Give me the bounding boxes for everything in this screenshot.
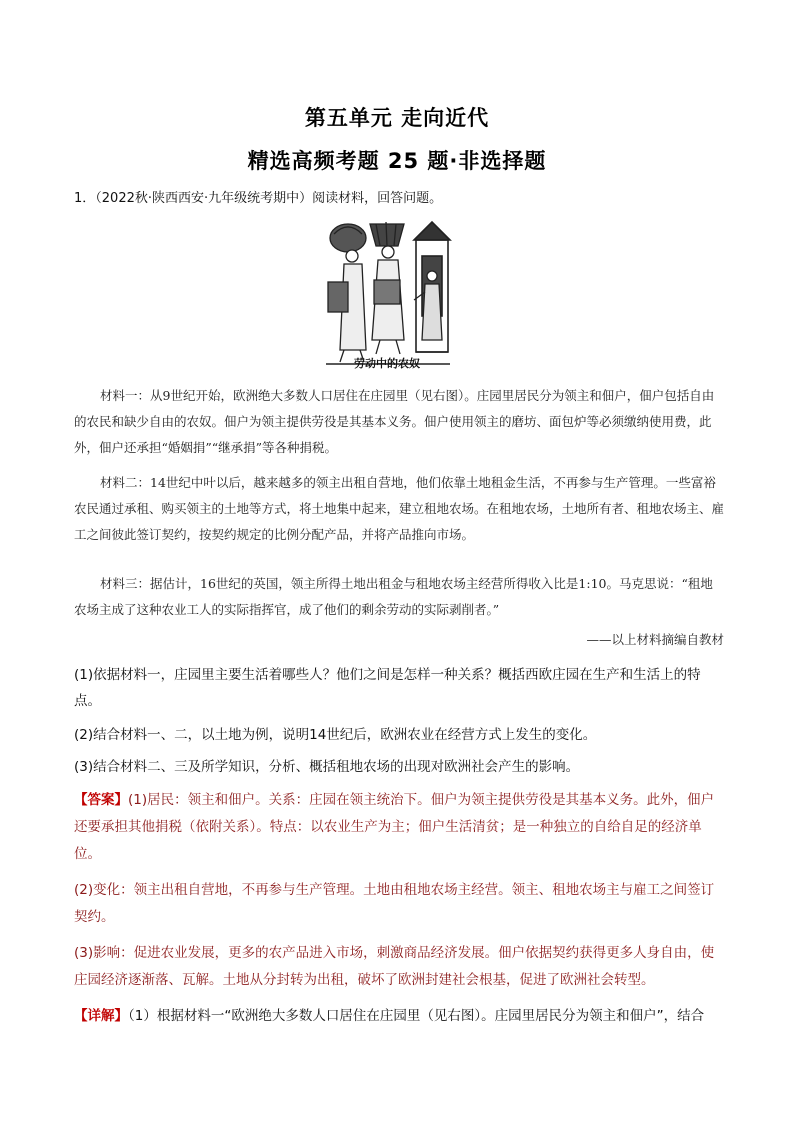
unit-title: 第五单元 走向近代 <box>304 106 490 130</box>
detail-text: （1）根据材料一“欧洲绝大多数人口居住在庄园里（见右图）。庄园里居民分为领主和佃户”，结合 <box>128 1008 705 1024</box>
answer-1-text: (1)居民：领主和佃户。关系：庄园在领主统治下。佃户为领主提供劳役是其基本义务。此外，佃户还要承担其他捐税（依附关系）。特点：以农业生产为主；佃户生活清贫；是一种独立的自给自足的经济单位。 <box>74 792 715 862</box>
question-header <box>74 187 442 206</box>
material-two: 材料二：14世纪中叶以后，越来越多的领主出租自营地，他们依靠土地租金生活，不再参与生产管理。一些富裕农民通过承租、购买领主的土地等方式，将土地集中起来，建立租地农场。在租地农场，土地所有者、租地农场主、雇工之间彼此签订契约，按契约规定的比例分配产品，并将产品推向市场。 <box>74 475 725 542</box>
sub-question-3: (3)结合材料二、三及所学知识，分析、概括租地农场的出现对欧洲社会产生的影响。 <box>74 759 580 775</box>
material-three: 材料三：据估计，16世纪的英国，领主所得土地出租金与租地农场主经营所得收入比是1:10。马克思说：“租地农场主成了这种农业工人的实际指挥官，成了他们的剩余劳动的实际剥削者。” <box>74 576 713 617</box>
answer-tag: 【答案】 <box>74 792 128 808</box>
answer-2: (2)变化：领主出租自营地，不再参与生产管理。土地由租地农场主经营。领主、租地农场主与雇工之间签订契约。 <box>74 882 715 925</box>
answer-3: (3)影响：促进农业发展，更多的农产品进入市场，刺激商品经济发展。佃户依据契约获得更多人身自由，使庄园经济逐渐落、瓦解。土地从分封转为出租，破坏了欧洲封建社会根基，促进了欧洲社会转型。 <box>74 945 715 988</box>
material-source: ——以上材料摘编自教材 <box>586 632 724 647</box>
serf-middle-figure <box>370 222 404 354</box>
material-one: 材料一：从9世纪开始，欧洲绝大多数人口居住在庄园里（见右图）。庄园里居民分为领主和佃户，佃户包括自由的农民和缺少自由的农奴。佃户为领主提供劳役是其基本义务。佃户使用领主的磨坊、面包炉等必须缴纳使用费，此外，佃户还承担“婚姻捐”“继承捐”等各种捐税。 <box>74 388 715 455</box>
detail-section <box>74 1003 724 1030</box>
detail-tag: 【详解】 <box>74 1008 128 1024</box>
serf-left-figure <box>328 224 366 362</box>
sub-question-2: (2)结合材料一、二，以土地为例，说明14世纪后，欧洲农业在经营方式上发生的变化。 <box>74 727 597 743</box>
question-source: （2022秋·陕西西安·九年级统考期中）阅读材料，回答问题。 <box>95 191 443 206</box>
question-number: 1． <box>74 191 96 206</box>
answer-1 <box>74 787 724 868</box>
serf-illustration <box>326 220 466 370</box>
figure-caption: 劳动中的农奴 <box>354 357 420 370</box>
subtitle: 精选高频考题 25 题·非选择题 <box>247 149 547 173</box>
sub-question-1: (1)依据材料一，庄园里主要生活着哪些人？他们之间是怎样一种关系？概括西欧庄园在生产和生活上的特点。 <box>74 667 701 709</box>
